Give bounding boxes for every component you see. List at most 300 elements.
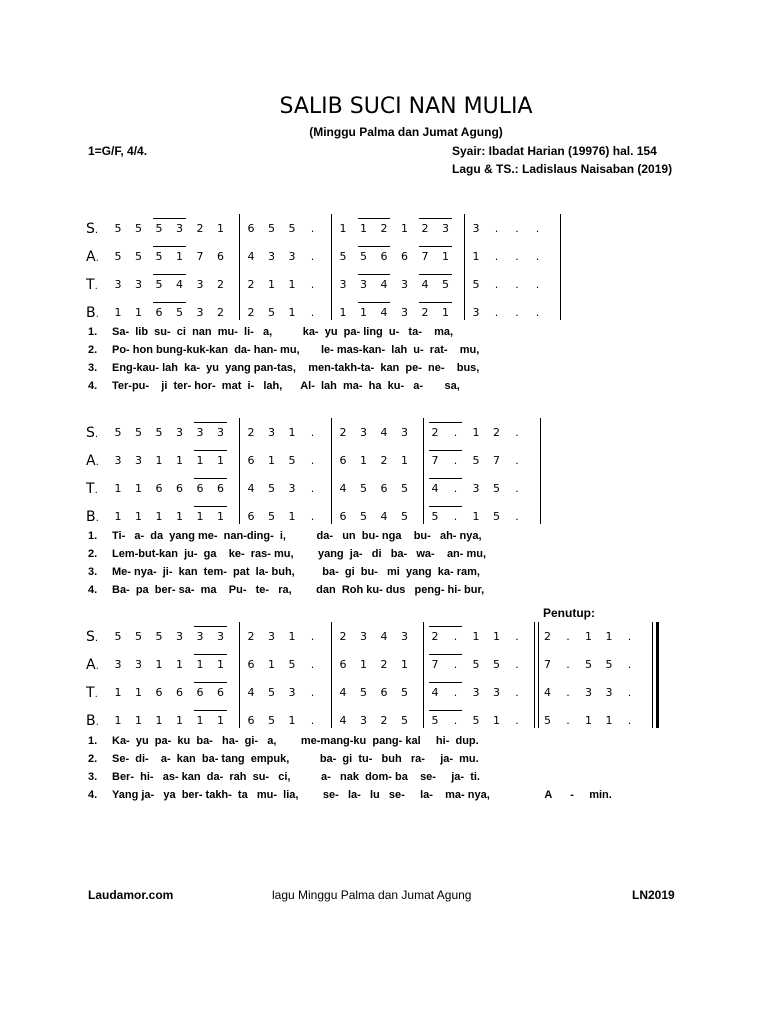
verse-number: 1. bbox=[88, 735, 98, 747]
note: 3 bbox=[176, 222, 183, 235]
note: 7 bbox=[431, 658, 439, 671]
note: 5 bbox=[268, 686, 275, 699]
beam bbox=[429, 422, 462, 423]
note: 1 bbox=[472, 510, 480, 523]
note: 4 bbox=[339, 482, 347, 495]
note: 3 bbox=[472, 306, 480, 319]
lyric-line bbox=[88, 771, 480, 783]
note: 1 bbox=[585, 714, 592, 727]
note: 1 bbox=[339, 306, 347, 319]
note: 6 bbox=[339, 510, 347, 523]
note: 3 bbox=[401, 630, 408, 643]
lyric-text: Po- hon bung-kuk-kan da- han- mu, le- mas-kan- lah u- rat- mu, bbox=[112, 344, 480, 356]
beam bbox=[194, 422, 227, 423]
note: 2 bbox=[217, 278, 224, 291]
lyric-text: Ber- hi- as- kan da- rah su- ci, a- nak dom- ba se- ja- ti. bbox=[112, 771, 480, 783]
note: 1 bbox=[217, 510, 224, 523]
note: . bbox=[515, 482, 519, 495]
note: 1 bbox=[472, 426, 480, 439]
beam bbox=[194, 654, 227, 655]
note: . bbox=[310, 306, 315, 319]
key-signature: 1=G/F, 4/4. bbox=[88, 144, 148, 158]
note: 5 bbox=[135, 222, 142, 235]
note: 2 bbox=[247, 306, 255, 319]
note: 2 bbox=[380, 658, 388, 671]
note: 4 bbox=[431, 686, 439, 699]
note: 5 bbox=[288, 222, 296, 235]
note: 1 bbox=[176, 658, 183, 671]
note: 6 bbox=[176, 686, 183, 699]
note: 4 bbox=[247, 686, 255, 699]
note: 2 bbox=[431, 426, 439, 439]
note: 4 bbox=[380, 510, 388, 523]
note: 5 bbox=[493, 658, 500, 671]
note: 2 bbox=[247, 426, 255, 439]
note: 5 bbox=[544, 714, 551, 727]
lyric-text: Ti- a- da yang me- nan-ding- i, da- un bu- nga bu- ah- nya, bbox=[112, 530, 482, 542]
note: 3 bbox=[114, 658, 122, 671]
barline bbox=[239, 214, 240, 320]
note: . bbox=[515, 222, 519, 235]
note: . bbox=[515, 714, 519, 727]
barline bbox=[239, 418, 240, 524]
note: 5 bbox=[268, 482, 275, 495]
note: 5 bbox=[155, 426, 163, 439]
note: 5 bbox=[472, 278, 480, 291]
note: 2 bbox=[217, 306, 224, 319]
note: 5 bbox=[268, 222, 275, 235]
verse-number: 3. bbox=[88, 566, 98, 578]
note: 3 bbox=[114, 278, 122, 291]
note: 6 bbox=[217, 482, 224, 495]
voice-label: T. bbox=[86, 685, 98, 701]
lyric-text: Lem-but-kan ju- ga ke- ras- mu, yang ja- di ba- wa- an- mu, bbox=[112, 548, 487, 560]
note: 1 bbox=[360, 306, 367, 319]
barline bbox=[423, 418, 424, 524]
note: 3 bbox=[196, 278, 204, 291]
end-barline bbox=[540, 418, 541, 524]
note: . bbox=[453, 426, 458, 439]
note: 7 bbox=[431, 454, 439, 467]
note: . bbox=[494, 222, 499, 235]
note: 3 bbox=[176, 426, 183, 439]
footer-right: LN2019 bbox=[632, 888, 675, 902]
note: 3 bbox=[442, 222, 449, 235]
note: 2 bbox=[196, 222, 204, 235]
voice-label: B. bbox=[86, 305, 99, 321]
note: 1 bbox=[217, 222, 224, 235]
verse-number: 1. bbox=[88, 326, 98, 338]
note: 6 bbox=[155, 306, 163, 319]
beam bbox=[419, 274, 452, 275]
verse-number: 1. bbox=[88, 530, 98, 542]
beam bbox=[358, 302, 391, 303]
note: 1 bbox=[155, 454, 163, 467]
note: 6 bbox=[176, 482, 183, 495]
note: 3 bbox=[360, 278, 367, 291]
note: 5 bbox=[472, 454, 480, 467]
note: 3 bbox=[217, 426, 224, 439]
voice-label: S. bbox=[86, 425, 99, 441]
note: 1 bbox=[176, 510, 183, 523]
note: . bbox=[453, 686, 458, 699]
note: . bbox=[627, 686, 632, 699]
note: 6 bbox=[247, 658, 255, 671]
note: 1 bbox=[114, 482, 122, 495]
barline bbox=[331, 418, 332, 524]
note: . bbox=[310, 482, 315, 495]
note: . bbox=[515, 658, 519, 671]
note: 1 bbox=[196, 510, 204, 523]
note: 7 bbox=[421, 250, 429, 263]
note: . bbox=[515, 686, 519, 699]
voice-label: T. bbox=[86, 481, 98, 497]
note: 1 bbox=[135, 482, 142, 495]
note: 1 bbox=[288, 278, 296, 291]
note: . bbox=[515, 510, 519, 523]
note: 5 bbox=[288, 658, 296, 671]
note: 3 bbox=[472, 222, 480, 235]
lyric-line bbox=[88, 530, 482, 542]
note: 6 bbox=[217, 686, 224, 699]
note: 3 bbox=[135, 278, 142, 291]
beam bbox=[429, 710, 462, 711]
lyric-line bbox=[88, 548, 486, 560]
note: . bbox=[627, 714, 632, 727]
note: 5 bbox=[472, 714, 480, 727]
note: . bbox=[627, 658, 632, 671]
note: 1 bbox=[472, 250, 480, 263]
beam bbox=[429, 478, 462, 479]
lyric-line bbox=[88, 344, 479, 356]
note: 1 bbox=[268, 454, 275, 467]
verse-number: 2. bbox=[88, 344, 98, 356]
note: 6 bbox=[339, 658, 347, 671]
credit-music: Lagu & TS.: Ladislaus Naisaban (2019) bbox=[452, 162, 673, 176]
note: 3 bbox=[401, 278, 408, 291]
note: 4 bbox=[339, 686, 347, 699]
note: . bbox=[310, 510, 315, 523]
end-barline bbox=[652, 622, 653, 728]
note: 1 bbox=[288, 714, 296, 727]
note: 6 bbox=[401, 250, 408, 263]
note: 3 bbox=[605, 686, 613, 699]
verse-number: 4. bbox=[88, 584, 98, 596]
voice-label: A. bbox=[86, 249, 99, 265]
note: 1 bbox=[114, 686, 122, 699]
note: 5 bbox=[360, 482, 367, 495]
note: 3 bbox=[288, 250, 296, 263]
verse-number: 4. bbox=[88, 789, 98, 801]
note: 6 bbox=[155, 482, 163, 495]
barline bbox=[331, 622, 332, 728]
beam bbox=[358, 218, 391, 219]
lyric-text: Eng-kau- lah ka- yu yang pan-tas, men-takh-ta- kan pe- ne- bus, bbox=[112, 362, 480, 374]
note: . bbox=[310, 658, 315, 671]
beam bbox=[358, 246, 391, 247]
barline bbox=[423, 622, 424, 728]
note: 1 bbox=[176, 714, 183, 727]
note: 1 bbox=[401, 454, 408, 467]
note: 5 bbox=[472, 658, 480, 671]
note: . bbox=[494, 250, 499, 263]
note: . bbox=[310, 686, 315, 699]
verse-number: 2. bbox=[88, 753, 98, 765]
note: 6 bbox=[217, 250, 224, 263]
note: . bbox=[310, 630, 315, 643]
lyric-line bbox=[88, 362, 479, 374]
note: 1 bbox=[401, 658, 408, 671]
note: 4 bbox=[176, 278, 183, 291]
voice-label: B. bbox=[86, 713, 99, 729]
beam bbox=[153, 302, 186, 303]
lyric-line bbox=[88, 566, 480, 578]
note: 6 bbox=[380, 250, 388, 263]
note: . bbox=[515, 454, 519, 467]
note: 3 bbox=[135, 658, 142, 671]
lyric-text: Ba- pa ber- sa- ma Pu- te- ra, dan Roh ku- dus peng- hi- bur, bbox=[112, 584, 485, 596]
double-barline bbox=[534, 622, 535, 728]
beam bbox=[194, 478, 227, 479]
note: 5 bbox=[339, 250, 347, 263]
note: 1 bbox=[114, 306, 122, 319]
note: 2 bbox=[380, 714, 388, 727]
note: . bbox=[310, 278, 315, 291]
note: 4 bbox=[421, 278, 429, 291]
note: 5 bbox=[585, 658, 592, 671]
note: 1 bbox=[196, 658, 204, 671]
note: 1 bbox=[196, 714, 204, 727]
note: 3 bbox=[268, 250, 275, 263]
beam bbox=[429, 506, 462, 507]
voice-label: T. bbox=[86, 277, 98, 293]
note: 7 bbox=[196, 250, 204, 263]
note: 4 bbox=[380, 278, 388, 291]
note: . bbox=[310, 250, 315, 263]
footer-center: lagu Minggu Palma dan Jumat Agung bbox=[272, 888, 472, 902]
beam bbox=[194, 682, 227, 683]
note: 5 bbox=[268, 306, 275, 319]
lyric-line bbox=[88, 584, 484, 596]
beam bbox=[429, 626, 462, 627]
note: 4 bbox=[544, 686, 551, 699]
note: 3 bbox=[135, 454, 142, 467]
note: 2 bbox=[431, 630, 439, 643]
note: 3 bbox=[401, 426, 408, 439]
note: 3 bbox=[217, 630, 224, 643]
note: 6 bbox=[247, 714, 255, 727]
note: . bbox=[515, 306, 519, 319]
note: 1 bbox=[155, 510, 163, 523]
note: 1 bbox=[288, 510, 296, 523]
note: 5 bbox=[401, 714, 408, 727]
note: 4 bbox=[380, 426, 388, 439]
note: 5 bbox=[268, 510, 275, 523]
note: . bbox=[515, 426, 519, 439]
lyric-text: Ter-pu- ji ter- hor- mat i- lah, Al- lah ma- ha ku- a- sa, bbox=[112, 380, 460, 392]
note: 1 bbox=[605, 630, 613, 643]
note: 1 bbox=[472, 630, 480, 643]
note: 6 bbox=[196, 686, 204, 699]
beam bbox=[194, 626, 227, 627]
voice-label: S. bbox=[86, 629, 99, 645]
note: 5 bbox=[176, 306, 183, 319]
beam bbox=[419, 302, 452, 303]
note: 1 bbox=[155, 658, 163, 671]
note: 7 bbox=[493, 454, 500, 467]
double-barline bbox=[538, 622, 539, 728]
note: 1 bbox=[217, 714, 224, 727]
note: . bbox=[310, 714, 315, 727]
note: 3 bbox=[196, 426, 204, 439]
note: 5 bbox=[401, 510, 408, 523]
note: 5 bbox=[431, 714, 439, 727]
note: 4 bbox=[431, 482, 439, 495]
note: 5 bbox=[401, 686, 408, 699]
note: 3 bbox=[401, 306, 408, 319]
note: 3 bbox=[472, 482, 480, 495]
beam bbox=[194, 506, 227, 507]
note: . bbox=[535, 250, 540, 263]
note: 6 bbox=[247, 222, 255, 235]
note: 5 bbox=[605, 658, 613, 671]
note: 5 bbox=[155, 250, 163, 263]
note: 1 bbox=[135, 306, 142, 319]
note: 6 bbox=[247, 510, 255, 523]
note: 5 bbox=[155, 222, 163, 235]
note: 1 bbox=[339, 222, 347, 235]
subtitle: (Minggu Palma dan Jumat Agung) bbox=[309, 125, 503, 139]
note: 6 bbox=[380, 482, 388, 495]
beam bbox=[358, 274, 391, 275]
note: 5 bbox=[493, 482, 500, 495]
note: 4 bbox=[247, 250, 255, 263]
note: 3 bbox=[114, 454, 122, 467]
note: 1 bbox=[288, 306, 296, 319]
note: 1 bbox=[442, 250, 449, 263]
beam bbox=[429, 682, 462, 683]
note: 1 bbox=[493, 714, 500, 727]
note: 3 bbox=[196, 306, 204, 319]
note: 5 bbox=[155, 630, 163, 643]
note: 2 bbox=[421, 306, 429, 319]
note: 1 bbox=[196, 454, 204, 467]
note: 1 bbox=[360, 658, 367, 671]
note: . bbox=[566, 714, 570, 727]
beam bbox=[429, 450, 462, 451]
note: . bbox=[515, 250, 519, 263]
note: 5 bbox=[155, 278, 163, 291]
note: 3 bbox=[288, 482, 296, 495]
note: 5 bbox=[114, 426, 122, 439]
voice-label: S. bbox=[86, 221, 99, 237]
note: . bbox=[310, 222, 315, 235]
beam bbox=[153, 274, 186, 275]
note: . bbox=[535, 278, 540, 291]
note: . bbox=[566, 658, 570, 671]
note: 1 bbox=[135, 686, 142, 699]
credit-lyrics: Syair: Ibadat Harian (19976) hal. 154 bbox=[452, 144, 657, 158]
note: 1 bbox=[585, 630, 592, 643]
note: . bbox=[535, 306, 540, 319]
note: 2 bbox=[380, 222, 388, 235]
note: . bbox=[494, 306, 499, 319]
lyric-text: Sa- lib su- ci nan mu- li- a, ka- yu pa- ling u- ta- ma, bbox=[112, 326, 454, 338]
note: . bbox=[453, 714, 458, 727]
note: . bbox=[453, 630, 458, 643]
note: 2 bbox=[421, 222, 429, 235]
lyric-text: Se- di- a- kan ba- tang empuk, ba- gi tu- buh ra- ja- mu. bbox=[112, 753, 479, 765]
note: 7 bbox=[544, 658, 551, 671]
note: 5 bbox=[135, 630, 142, 643]
note: 2 bbox=[247, 278, 255, 291]
beam bbox=[419, 246, 452, 247]
note: 3 bbox=[472, 686, 480, 699]
note: 1 bbox=[288, 426, 296, 439]
note: 1 bbox=[217, 658, 224, 671]
note: . bbox=[453, 510, 458, 523]
note: . bbox=[515, 630, 519, 643]
note: 3 bbox=[585, 686, 592, 699]
note: . bbox=[566, 630, 570, 643]
lyric-text: Ka- yu pa- ku ba- ha- gi- a, me-mang-ku pang- kal hi- dup. bbox=[112, 735, 479, 747]
note: 2 bbox=[339, 426, 347, 439]
note: 3 bbox=[268, 630, 275, 643]
note: 5 bbox=[442, 278, 449, 291]
note: . bbox=[310, 426, 315, 439]
note: 1 bbox=[442, 306, 449, 319]
note: . bbox=[566, 686, 570, 699]
barline bbox=[239, 622, 240, 728]
note: 3 bbox=[176, 630, 183, 643]
note: 5 bbox=[114, 630, 122, 643]
note: 2 bbox=[247, 630, 255, 643]
lyric-text: Me- nya- ji- kan tem- pat la- buh, ba- gi bu- mi yang ka- ram, bbox=[112, 566, 480, 578]
note: 6 bbox=[380, 686, 388, 699]
note: 6 bbox=[247, 454, 255, 467]
note: 2 bbox=[544, 630, 551, 643]
note: 5 bbox=[401, 482, 408, 495]
beam bbox=[429, 654, 462, 655]
note: 5 bbox=[360, 250, 367, 263]
note: 1 bbox=[176, 250, 183, 263]
note: 6 bbox=[339, 454, 347, 467]
note: 1 bbox=[135, 510, 142, 523]
beam bbox=[194, 710, 227, 711]
barline bbox=[331, 214, 332, 320]
note: 1 bbox=[360, 454, 367, 467]
note: . bbox=[453, 454, 458, 467]
end-barline bbox=[560, 214, 561, 320]
lyric-line bbox=[88, 380, 460, 392]
note: 1 bbox=[114, 714, 122, 727]
lyric-line bbox=[88, 735, 479, 747]
footer-left: Laudamor.com bbox=[88, 888, 174, 902]
final-barline bbox=[656, 622, 659, 728]
note: 1 bbox=[288, 630, 296, 643]
note: . bbox=[627, 630, 632, 643]
voice-label: A. bbox=[86, 657, 99, 673]
voice-label: A. bbox=[86, 453, 99, 469]
note: . bbox=[535, 222, 540, 235]
beam bbox=[419, 218, 452, 219]
note: 5 bbox=[114, 250, 122, 263]
note: 1 bbox=[135, 714, 142, 727]
note: 4 bbox=[339, 714, 347, 727]
verse-number: 2. bbox=[88, 548, 98, 560]
note: 1 bbox=[155, 714, 163, 727]
note: 2 bbox=[339, 630, 347, 643]
